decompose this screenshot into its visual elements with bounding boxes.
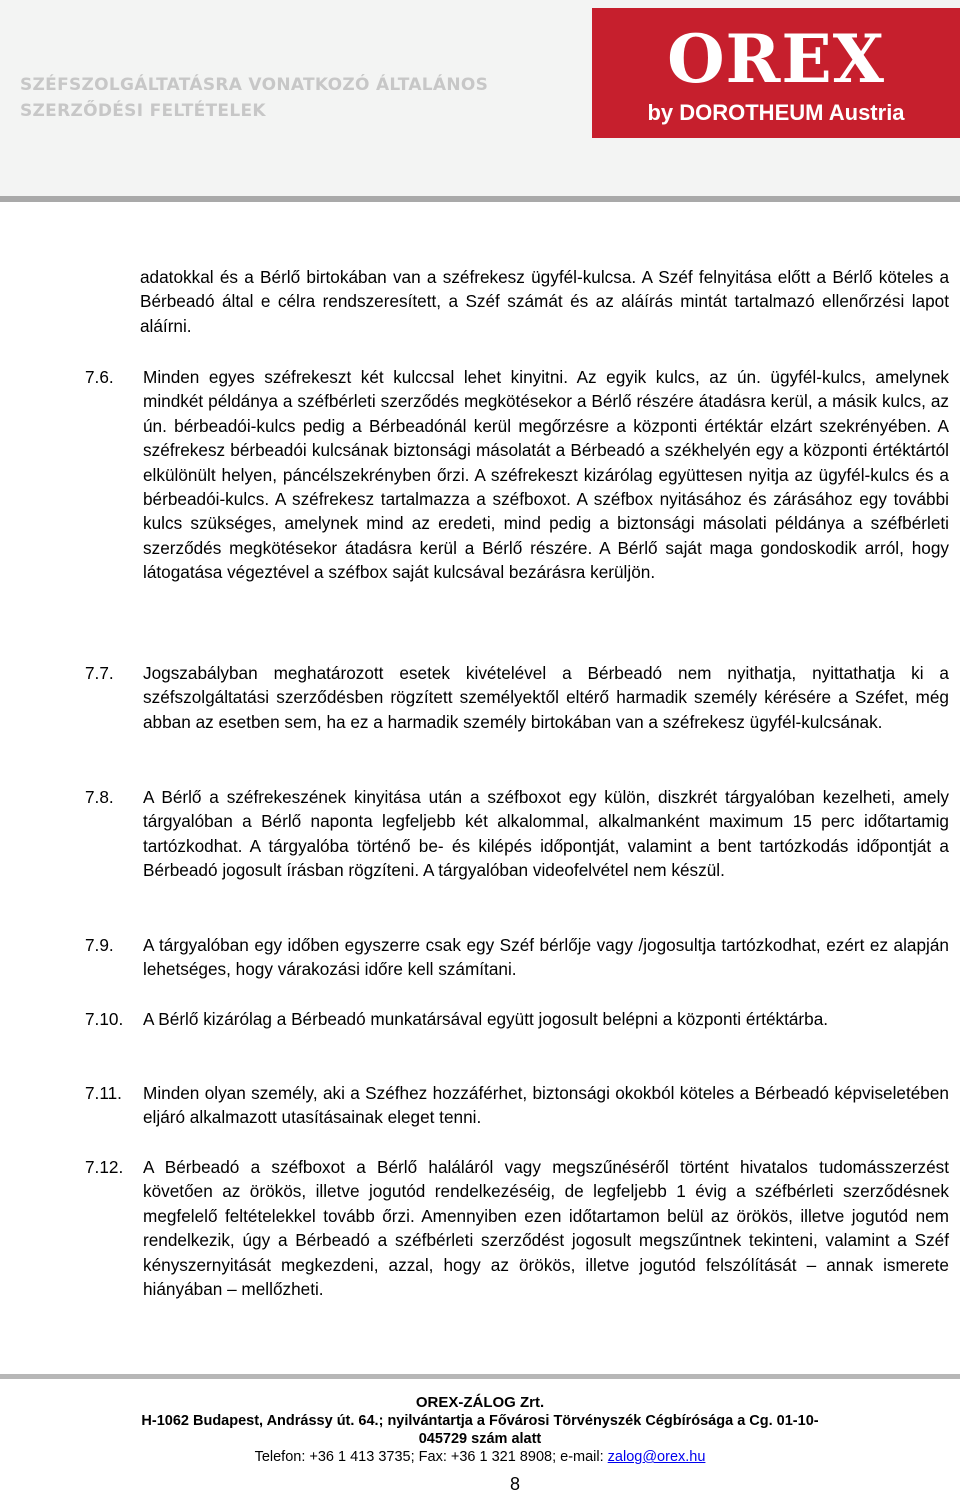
section-text: Jogszabályban meghatározott esetek kivételével a Bérbeadó nem nyithatja, nyittathatja ki a széfszolgáltatási szerződésben rögzített személyektől eltérő harmadik személy kérésére a Széfet, még abban az esetben sem, ha ez a harmadik személy birtokában van a széfrekesz ügyfél-kulcsának. [143, 663, 949, 732]
section-number: 7.12. [85, 1157, 124, 1177]
footer-email-link[interactable]: zalog@orex.hu [607, 1449, 706, 1465]
document-title [20, 72, 488, 124]
page-footer [0, 1394, 960, 1466]
section-number: 7.11. [85, 1083, 122, 1103]
section-text: Minden egyes széfrekeszt két kulccsal lehet kinyitni. Az egyik kulcs, az ún. ügyfél-kulcs, amelynek mindkét példánya a széfbérleti szerződés megkötésekor a Bérlő részére átadásra kerül, a másik kulcs, az ún. bérbeadói-kulcs pedig a Bérbeadónál kerül megőrzésre a központi értéktár elzárt szekrényében. A széfrekesz bérbeadói kulcsának biztonsági másolatát a Bérbeadó a székhelyén egy a központi értéktártól elkülönült helyen, páncélszekrényben őrzi. A széfrekeszt kizárólag együttesen nyitja az ügyfél-kulcs és a bérbeadói-kulcs. A széfrekesz tartalmazza a széfboxot. A széfbox nyitásához és zárásához egy további kulcs szükséges, amelynek mind az eredeti, mind pedig a biztonsági másolati példánya a széfbérleti szerződés megkötésekor átadásra kerül a Bérlő részére. A Bérlő saját maga gondoskodik arról, hogy látogatása végeztével a széfbox saját kulcsával bezárásra kerüljön. [143, 367, 949, 583]
section-number: 7.7. [85, 663, 114, 683]
page-header [0, 0, 960, 196]
section-number: 7.6. [85, 367, 114, 387]
section-text: A Bérbeadó a széfboxot a Bérlő haláláról vagy megszűnéséről történt hivatalos tudomásszerzést követően az örökös, illetve jogutód rendelkezéséig, de legfeljebb 1 évig a széfbérleti szerződésnek megfelelő feltételekkel tovább őrzi. Amennyiben ezen időtartamon belül az örökös, illetve jogutód nem rendelkezik, úgy a Bérbeadó a széfbérleti szerződést jogosult megszűntnek tekinteni, valamint a Széf kényszernyitását megkezdeni, azzal, hogy az örökös, illetve jogutód felszólítását – annak ismerete hiányában – mellőzheti. [143, 1157, 949, 1300]
footer-contact [0, 1448, 960, 1466]
document-title-line-1: SZÉFSZOLGÁLTATÁSRA VONATKOZÓ ÁLTALÁNOS [20, 75, 489, 95]
logo-wordmark: OREX [667, 20, 885, 98]
section-number: 7.9. [85, 935, 114, 955]
section-number: 7.10. [85, 1009, 124, 1029]
page-number: 8 [509, 1474, 520, 1494]
intro-paragraph: adatokkal és a Bérlő birtokában van a széfrekesz ügyfél-kulcsa. A Széf felnyitása előtt a Bérlő köteles a Bérbeadó által e célra rendszeresített, a Széf számát és az aláírás mintát tartalmazó ellenőrzési lapot aláírni. [140, 267, 949, 336]
section-text: A Bérlő a széfrekeszének kinyitása után a széfboxot egy külön, diszkrét tárgyalóban kezelheti, amely tárgyalóban a Bérlő naponta legfeljebb két alkalommal, alkalmanként maximum 15 perc időtartamig tartózkodhat. A tárgyalóba történő be- és kilépés időpontját, valamint a bent tartózkodás időpontját a Bérbeadó jogosult írásban rögzíteni. A tárgyalóban videofelvétel nem készül. [143, 787, 949, 881]
section-text: A Bérlő kizárólag a Bérbeadó munkatársával együtt jogosult belépni a központi értéktárba. [143, 1009, 829, 1029]
header-divider [0, 196, 960, 202]
orex-logo [592, 8, 960, 138]
footer-divider [0, 1374, 960, 1379]
section-text: Minden olyan személy, aki a Széfhez hozzáférhet, biztonsági okokból köteles a Bérbeadó képviseletében eljáró alkalmazott utasításainak eleget tenni. [143, 1083, 949, 1128]
document-title-line-2: SZERZŐDÉSI FELTÉTELEK [20, 101, 266, 121]
footer-address-line-1: H-1062 Budapest, Andrássy út. 64.; nyilvántartja a Fővárosi Törvényszék Cégbírósága a Cg. 01-10- [141, 1413, 819, 1429]
logo-tagline: by DOROTHEUM Austria [647, 100, 905, 125]
footer-contact-text: Telefon: +36 1 413 3735; Fax: +36 1 321 8908; e-mail: [254, 1449, 608, 1465]
section-number: 7.8. [85, 787, 114, 807]
footer-company-name: OREX-ZÁLOG Zrt. [415, 1394, 545, 1411]
footer-address-line-2: 045729 szám alatt [418, 1431, 542, 1447]
section-text: A tárgyalóban egy időben egyszerre csak egy Széf bérlője vagy /jogosultja tartózkodhat, ezért ez alapján lehetséges, hogy várakozási időre kell számítani. [143, 935, 949, 980]
